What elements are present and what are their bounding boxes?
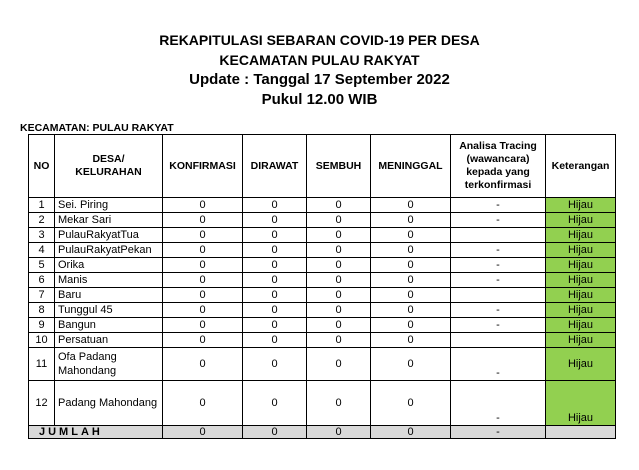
cell-keterangan: Hijau xyxy=(546,318,616,333)
header-desa: DESA/ KELURAHAN xyxy=(55,135,163,198)
cell-tracing: - xyxy=(451,381,546,426)
table-row xyxy=(29,381,616,426)
cell-keterangan: Hijau xyxy=(546,303,616,318)
cell-no: 1 xyxy=(29,198,55,213)
cell-meninggal: 0 xyxy=(371,198,451,213)
cell-meninggal: 0 xyxy=(371,381,451,426)
cell-konfirmasi: 0 xyxy=(163,381,243,426)
cell-keterangan: Hijau xyxy=(546,381,616,426)
cell-no: 7 xyxy=(29,288,55,303)
total-konfirmasi: 0 xyxy=(163,426,243,439)
cell-dirawat: 0 xyxy=(243,198,307,213)
title-line-4: Pukul 12.00 WIB xyxy=(261,91,378,108)
total-tracing: - xyxy=(451,426,546,439)
covid-table xyxy=(28,134,616,439)
total-sembuh: 0 xyxy=(307,426,371,439)
cell-tracing: - xyxy=(451,273,546,288)
total-dirawat: 0 xyxy=(243,426,307,439)
cell-sembuh: 0 xyxy=(307,381,371,426)
header-sembuh: SEMBUH xyxy=(307,135,371,198)
cell-konfirmasi: 0 xyxy=(163,333,243,348)
cell-desa: Orika xyxy=(55,258,163,273)
table-body xyxy=(29,198,616,426)
cell-meninggal: 0 xyxy=(371,228,451,243)
cell-sembuh: 0 xyxy=(307,243,371,258)
cell-meninggal: 0 xyxy=(371,288,451,303)
cell-desa: Sei. Piring xyxy=(55,198,163,213)
header-konfirmasi: KONFIRMASI xyxy=(163,135,243,198)
cell-meninggal: 0 xyxy=(371,348,451,381)
total-keterangan xyxy=(546,426,616,439)
cell-keterangan: Hijau xyxy=(546,348,616,381)
table-row xyxy=(29,318,616,333)
cell-sembuh: 0 xyxy=(307,273,371,288)
cell-sembuh: 0 xyxy=(307,228,371,243)
cell-tracing xyxy=(451,333,546,348)
cell-desa: PulauRakyatPekan xyxy=(55,243,163,258)
cell-meninggal: 0 xyxy=(371,213,451,228)
cell-desa: Manis xyxy=(55,273,163,288)
cell-konfirmasi: 0 xyxy=(163,258,243,273)
total-meninggal: 0 xyxy=(371,426,451,439)
table-row xyxy=(29,228,616,243)
cell-desa: Ofa Padang Mahondang xyxy=(55,348,163,381)
cell-keterangan: Hijau xyxy=(546,198,616,213)
cell-desa: Tunggul 45 xyxy=(55,303,163,318)
cell-konfirmasi: 0 xyxy=(163,243,243,258)
title-line-1: REKAPITULASI SEBARAN COVID-19 PER DESA xyxy=(159,32,480,48)
cell-konfirmasi: 0 xyxy=(163,303,243,318)
cell-keterangan: Hijau xyxy=(546,228,616,243)
cell-desa: PulauRakyatTua xyxy=(55,228,163,243)
cell-tracing: - xyxy=(451,258,546,273)
cell-tracing: - xyxy=(451,213,546,228)
cell-tracing: - xyxy=(451,348,546,381)
title-line-3: Update : Tanggal 17 September 2022 xyxy=(189,71,450,88)
cell-desa: Mekar Sari xyxy=(55,213,163,228)
cell-keterangan: Hijau xyxy=(546,288,616,303)
cell-konfirmasi: 0 xyxy=(163,213,243,228)
header-tracing: Analisa Tracing (wawancara) kepada yang terkonfirmasi xyxy=(451,135,546,198)
table-row xyxy=(29,213,616,228)
header-meninggal: MENINGGAL xyxy=(371,135,451,198)
cell-konfirmasi: 0 xyxy=(163,273,243,288)
cell-dirawat: 0 xyxy=(243,381,307,426)
cell-tracing xyxy=(451,228,546,243)
table-row xyxy=(29,273,616,288)
cell-keterangan: Hijau xyxy=(546,258,616,273)
header-row xyxy=(29,135,616,198)
cell-sembuh: 0 xyxy=(307,198,371,213)
total-label: JUMLAH xyxy=(29,426,163,439)
kecamatan-label: KECAMATAN: PULAU RAKYAT xyxy=(20,122,174,134)
cell-dirawat: 0 xyxy=(243,348,307,381)
cell-desa: Bangun xyxy=(55,318,163,333)
cell-no: 6 xyxy=(29,273,55,288)
cell-no: 12 xyxy=(29,381,55,426)
cell-no: 3 xyxy=(29,228,55,243)
cell-no: 8 xyxy=(29,303,55,318)
cell-tracing: - xyxy=(451,303,546,318)
title-block xyxy=(0,30,639,110)
cell-sembuh: 0 xyxy=(307,288,371,303)
cell-meninggal: 0 xyxy=(371,303,451,318)
cell-sembuh: 0 xyxy=(307,213,371,228)
cell-sembuh: 0 xyxy=(307,348,371,381)
table-row xyxy=(29,333,616,348)
cell-tracing: - xyxy=(451,318,546,333)
cell-desa: Baru xyxy=(55,288,163,303)
cell-no: 4 xyxy=(29,243,55,258)
cell-no: 2 xyxy=(29,213,55,228)
table-row xyxy=(29,243,616,258)
cell-tracing: - xyxy=(451,198,546,213)
cell-dirawat: 0 xyxy=(243,213,307,228)
cell-dirawat: 0 xyxy=(243,288,307,303)
cell-sembuh: 0 xyxy=(307,318,371,333)
cell-meninggal: 0 xyxy=(371,273,451,288)
cell-meninggal: 0 xyxy=(371,243,451,258)
cell-desa: Padang Mahondang xyxy=(55,381,163,426)
cell-sembuh: 0 xyxy=(307,333,371,348)
header-no: NO xyxy=(29,135,55,198)
cell-no: 11 xyxy=(29,348,55,381)
cell-no: 10 xyxy=(29,333,55,348)
cell-meninggal: 0 xyxy=(371,318,451,333)
cell-meninggal: 0 xyxy=(371,333,451,348)
cell-konfirmasi: 0 xyxy=(163,348,243,381)
cell-konfirmasi: 0 xyxy=(163,288,243,303)
cell-keterangan: Hijau xyxy=(546,273,616,288)
cell-keterangan: Hijau xyxy=(546,243,616,258)
cell-dirawat: 0 xyxy=(243,333,307,348)
table-row xyxy=(29,288,616,303)
table-row xyxy=(29,258,616,273)
cell-no: 5 xyxy=(29,258,55,273)
header-dirawat: DIRAWAT xyxy=(243,135,307,198)
total-row xyxy=(29,426,616,439)
cell-desa: Persatuan xyxy=(55,333,163,348)
cell-konfirmasi: 0 xyxy=(163,228,243,243)
cell-sembuh: 0 xyxy=(307,303,371,318)
cell-dirawat: 0 xyxy=(243,273,307,288)
table-row xyxy=(29,303,616,318)
cell-konfirmasi: 0 xyxy=(163,198,243,213)
title-line-2: KECAMATAN PULAU RAKYAT xyxy=(219,52,420,68)
cell-keterangan: Hijau xyxy=(546,213,616,228)
cell-dirawat: 0 xyxy=(243,318,307,333)
cell-no: 9 xyxy=(29,318,55,333)
cell-tracing: - xyxy=(451,243,546,258)
header-keterangan: Keterangan xyxy=(546,135,616,198)
table-row xyxy=(29,348,616,381)
cell-keterangan: Hijau xyxy=(546,333,616,348)
cell-tracing xyxy=(451,288,546,303)
table-row xyxy=(29,198,616,213)
cell-dirawat: 0 xyxy=(243,258,307,273)
cell-dirawat: 0 xyxy=(243,303,307,318)
cell-meninggal: 0 xyxy=(371,258,451,273)
cell-dirawat: 0 xyxy=(243,243,307,258)
cell-konfirmasi: 0 xyxy=(163,318,243,333)
cell-dirawat: 0 xyxy=(243,228,307,243)
cell-sembuh: 0 xyxy=(307,258,371,273)
